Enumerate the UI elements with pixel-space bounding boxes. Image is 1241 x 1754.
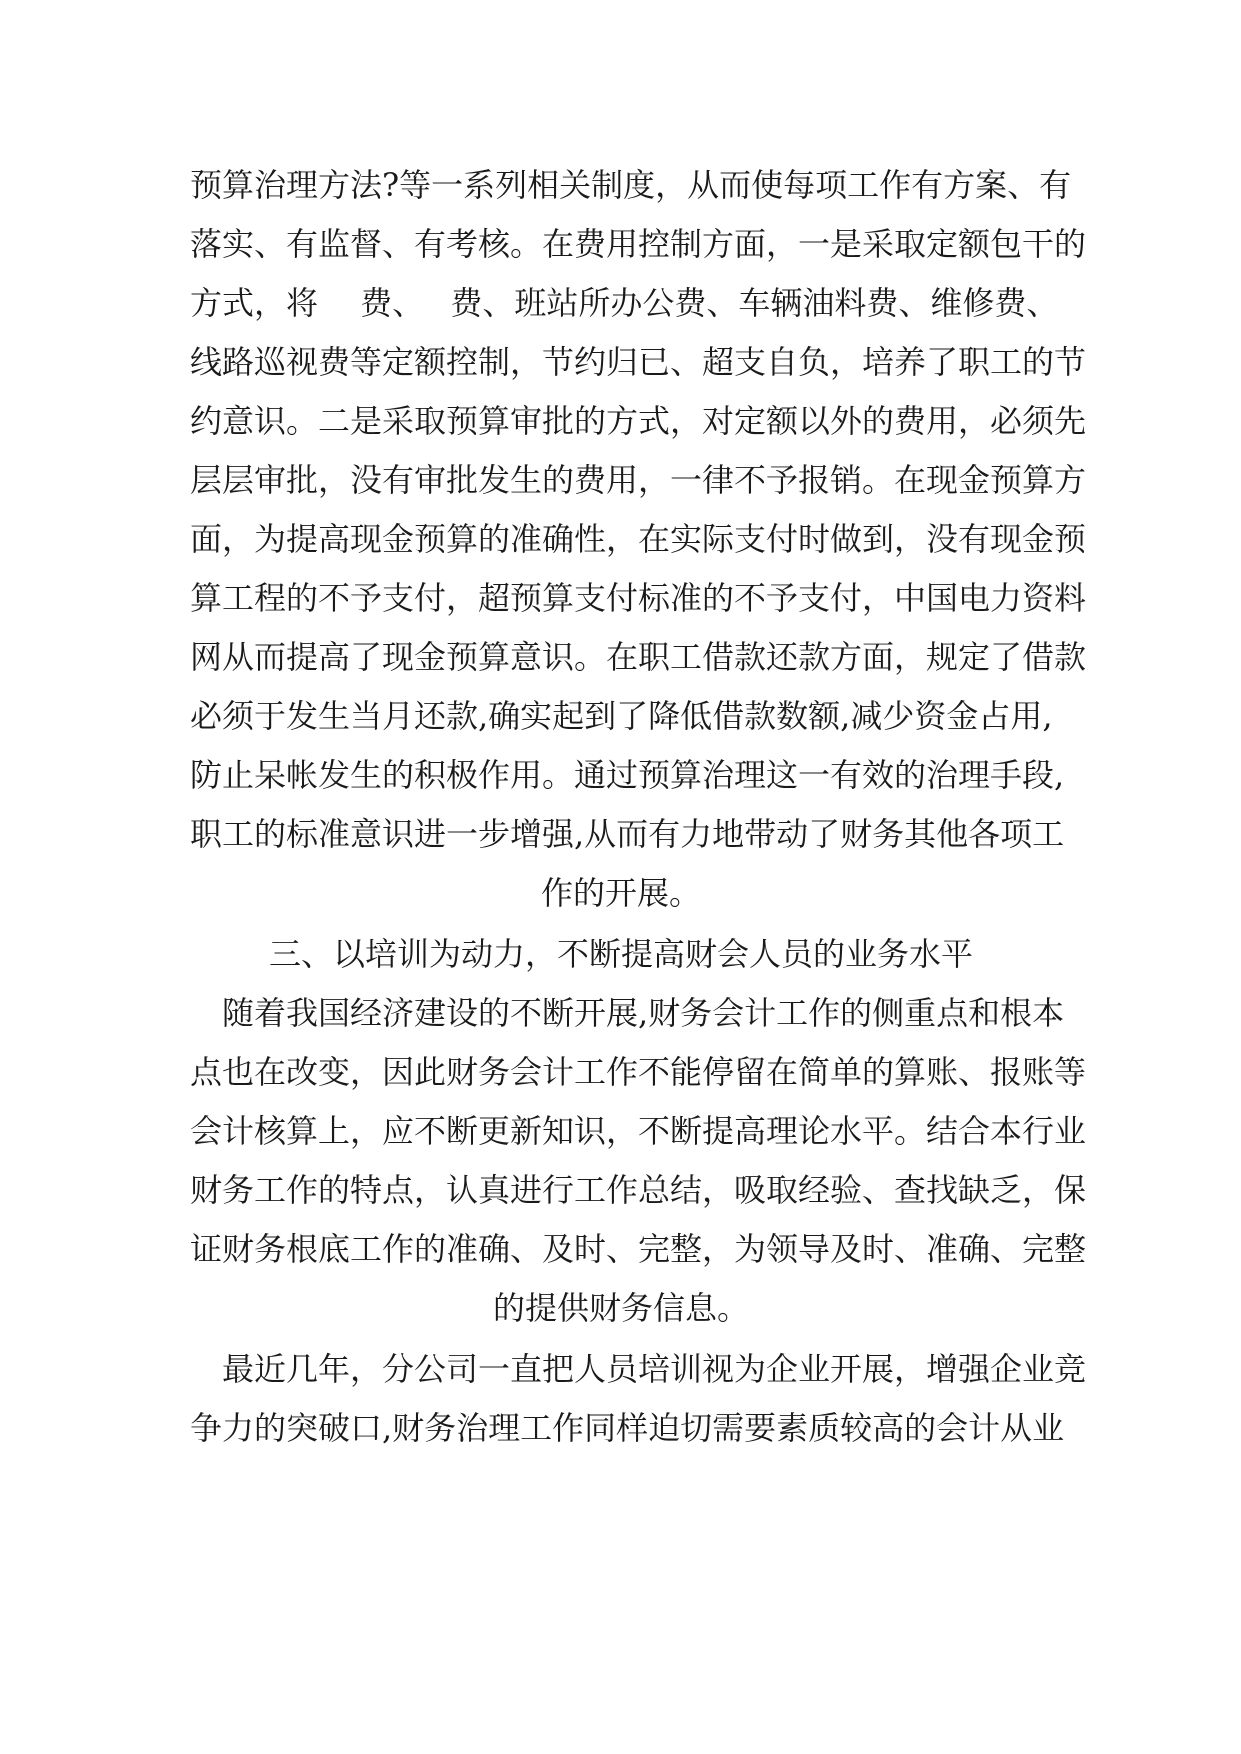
body-line-16: 点也在改变，因此财务会计工作不能停留在简单的算账、报账等: [190, 1053, 1087, 1091]
body-line-13: 作的开展。: [540, 874, 701, 912]
body-line-3: 方式，将 费、 费、班站所办公费、车辆油料费、维修费、: [190, 284, 1059, 322]
body-line-7: 面，为提高现金预算的准确性，在实际支付时做到，没有现金预: [190, 520, 1087, 558]
body-line-11: 防止呆帐发生的积极作用。通过预算治理这一有效的治理手段,: [190, 756, 1065, 794]
body-line-10: 必须于发生当月还款,确实起到了降低借款数额,减少资金占用,: [190, 697, 1053, 735]
body-line-2: 落实、有监督、有考核。在费用控制方面，一是采取定额包干的: [190, 225, 1087, 263]
section-heading: 三、以培训为动力，不断提高财会人员的业务水平: [268, 935, 973, 973]
body-line-1: 预算治理方法?等一系列相关制度，从而使每项工作有方案、有: [190, 166, 1072, 204]
body-line-21: 最近几年，分公司一直把人员培训视为企业开展，增强企业竞: [222, 1350, 1087, 1388]
body-line-15: 随着我国经济建设的不断开展,财务会计工作的侧重点和根本: [222, 994, 1065, 1032]
body-line-22: 争力的突破口,财务治理工作同样迫切需要素质较高的会计从业: [190, 1409, 1065, 1447]
body-line-4: 线路巡视费等定额控制，节约归已、超支自负，培养了职工的节: [190, 343, 1087, 381]
body-line-12: 职工的标准意识进一步增强,从而有力地带动了财务其他各项工: [190, 815, 1065, 853]
body-line-5: 约意识。二是采取预算审批的方式，对定额以外的费用，必须先: [190, 402, 1087, 440]
body-line-6: 层层审批，没有审批发生的费用，一律不予报销。在现金预算方: [190, 461, 1087, 499]
body-line-18: 财务工作的特点，认真进行工作总结，吸取经验、查找缺乏，保: [190, 1171, 1087, 1209]
body-line-8: 算工程的不予支付，超预算支付标准的不予支付，中国电力资料: [190, 579, 1087, 617]
body-line-20: 的提供财务信息。: [492, 1289, 749, 1327]
body-line-9: 网从而提高了现金预算意识。在职工借款还款方面，规定了借款: [190, 638, 1087, 676]
body-line-19: 证财务根底工作的准确、及时、完整，为领导及时、准确、完整: [190, 1230, 1087, 1268]
body-line-17: 会计核算上，应不断更新知识，不断提高理论水平。结合本行业: [190, 1112, 1087, 1150]
